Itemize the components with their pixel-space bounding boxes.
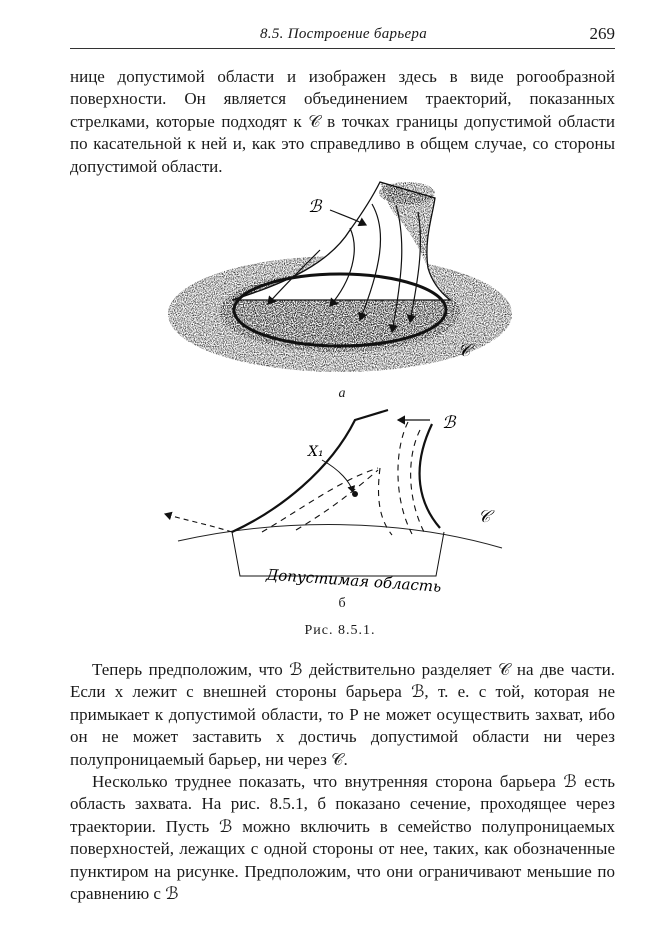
- barrier-curve-right: [420, 424, 440, 528]
- dashed-surface: [398, 422, 412, 534]
- exterior-trajectory: [165, 514, 232, 532]
- barrier-label-a: ℬ: [308, 197, 322, 217]
- figure-a: [168, 182, 512, 372]
- region-label: Допустимая область: [265, 565, 442, 596]
- paragraph-2: Теперь предположим, что ℬ действительно разделяет 𝒞 на две части. Если x лежит с внешней стороны барьера ℬ, т. е. с той, которая не примыкает к допустимой области, то P не может осуществить захват, ибо он не может заставить x достичь допустимой области ни через полупроницаемый барьер, ни через 𝒞.: [70, 660, 615, 769]
- figure-caption: Рис. 8.5.1.: [304, 623, 376, 638]
- page-number: 269: [589, 24, 615, 43]
- dashed-surface: [262, 468, 378, 532]
- figure-label-b: б: [338, 596, 346, 611]
- section-title: 8.5. Построение барьера: [260, 26, 428, 42]
- dashed-surface: [411, 430, 424, 532]
- region-bracket: [232, 532, 444, 576]
- point-x1: [352, 491, 358, 497]
- paragraph-1: нице допустимой области и изображен здесь в виде рогообразной поверхности. Он является объединением траекторий, показанных стрелками, которые подходят к 𝒞 в точках границы допустимой области по касательной к ней и, как это справедливо в общем случае, со стороны допустимой области.: [70, 67, 615, 176]
- barrier-curve-left: [232, 410, 388, 532]
- dashed-surface: [379, 468, 393, 535]
- point-label: X₁: [308, 444, 324, 460]
- target-label-b: 𝒞: [478, 507, 491, 527]
- paragraph-3: Несколько труднее показать, что внутренняя сторона барьера ℬ есть область захвата. На рис. 8.5.1, б показано сечение, проходящее через траектории. Пусть ℬ можно включить в семейство полупроницаемых поверхностей, лежащих с одной стороны от нее, таких, как обозначенные пунктиром на рисунке. Предположим, что они ограничивают меньшие по сравнению с ℬ: [70, 772, 615, 904]
- point-pointer: [322, 460, 353, 492]
- barrier-label-b: ℬ: [442, 413, 456, 433]
- target-boundary-curve: [178, 525, 502, 548]
- dashed-surface: [296, 470, 378, 530]
- figure-b: [165, 410, 502, 596]
- horn-top-opening: [379, 182, 435, 204]
- figure-label-a: а: [338, 386, 346, 401]
- target-label-a: 𝒞: [458, 341, 471, 361]
